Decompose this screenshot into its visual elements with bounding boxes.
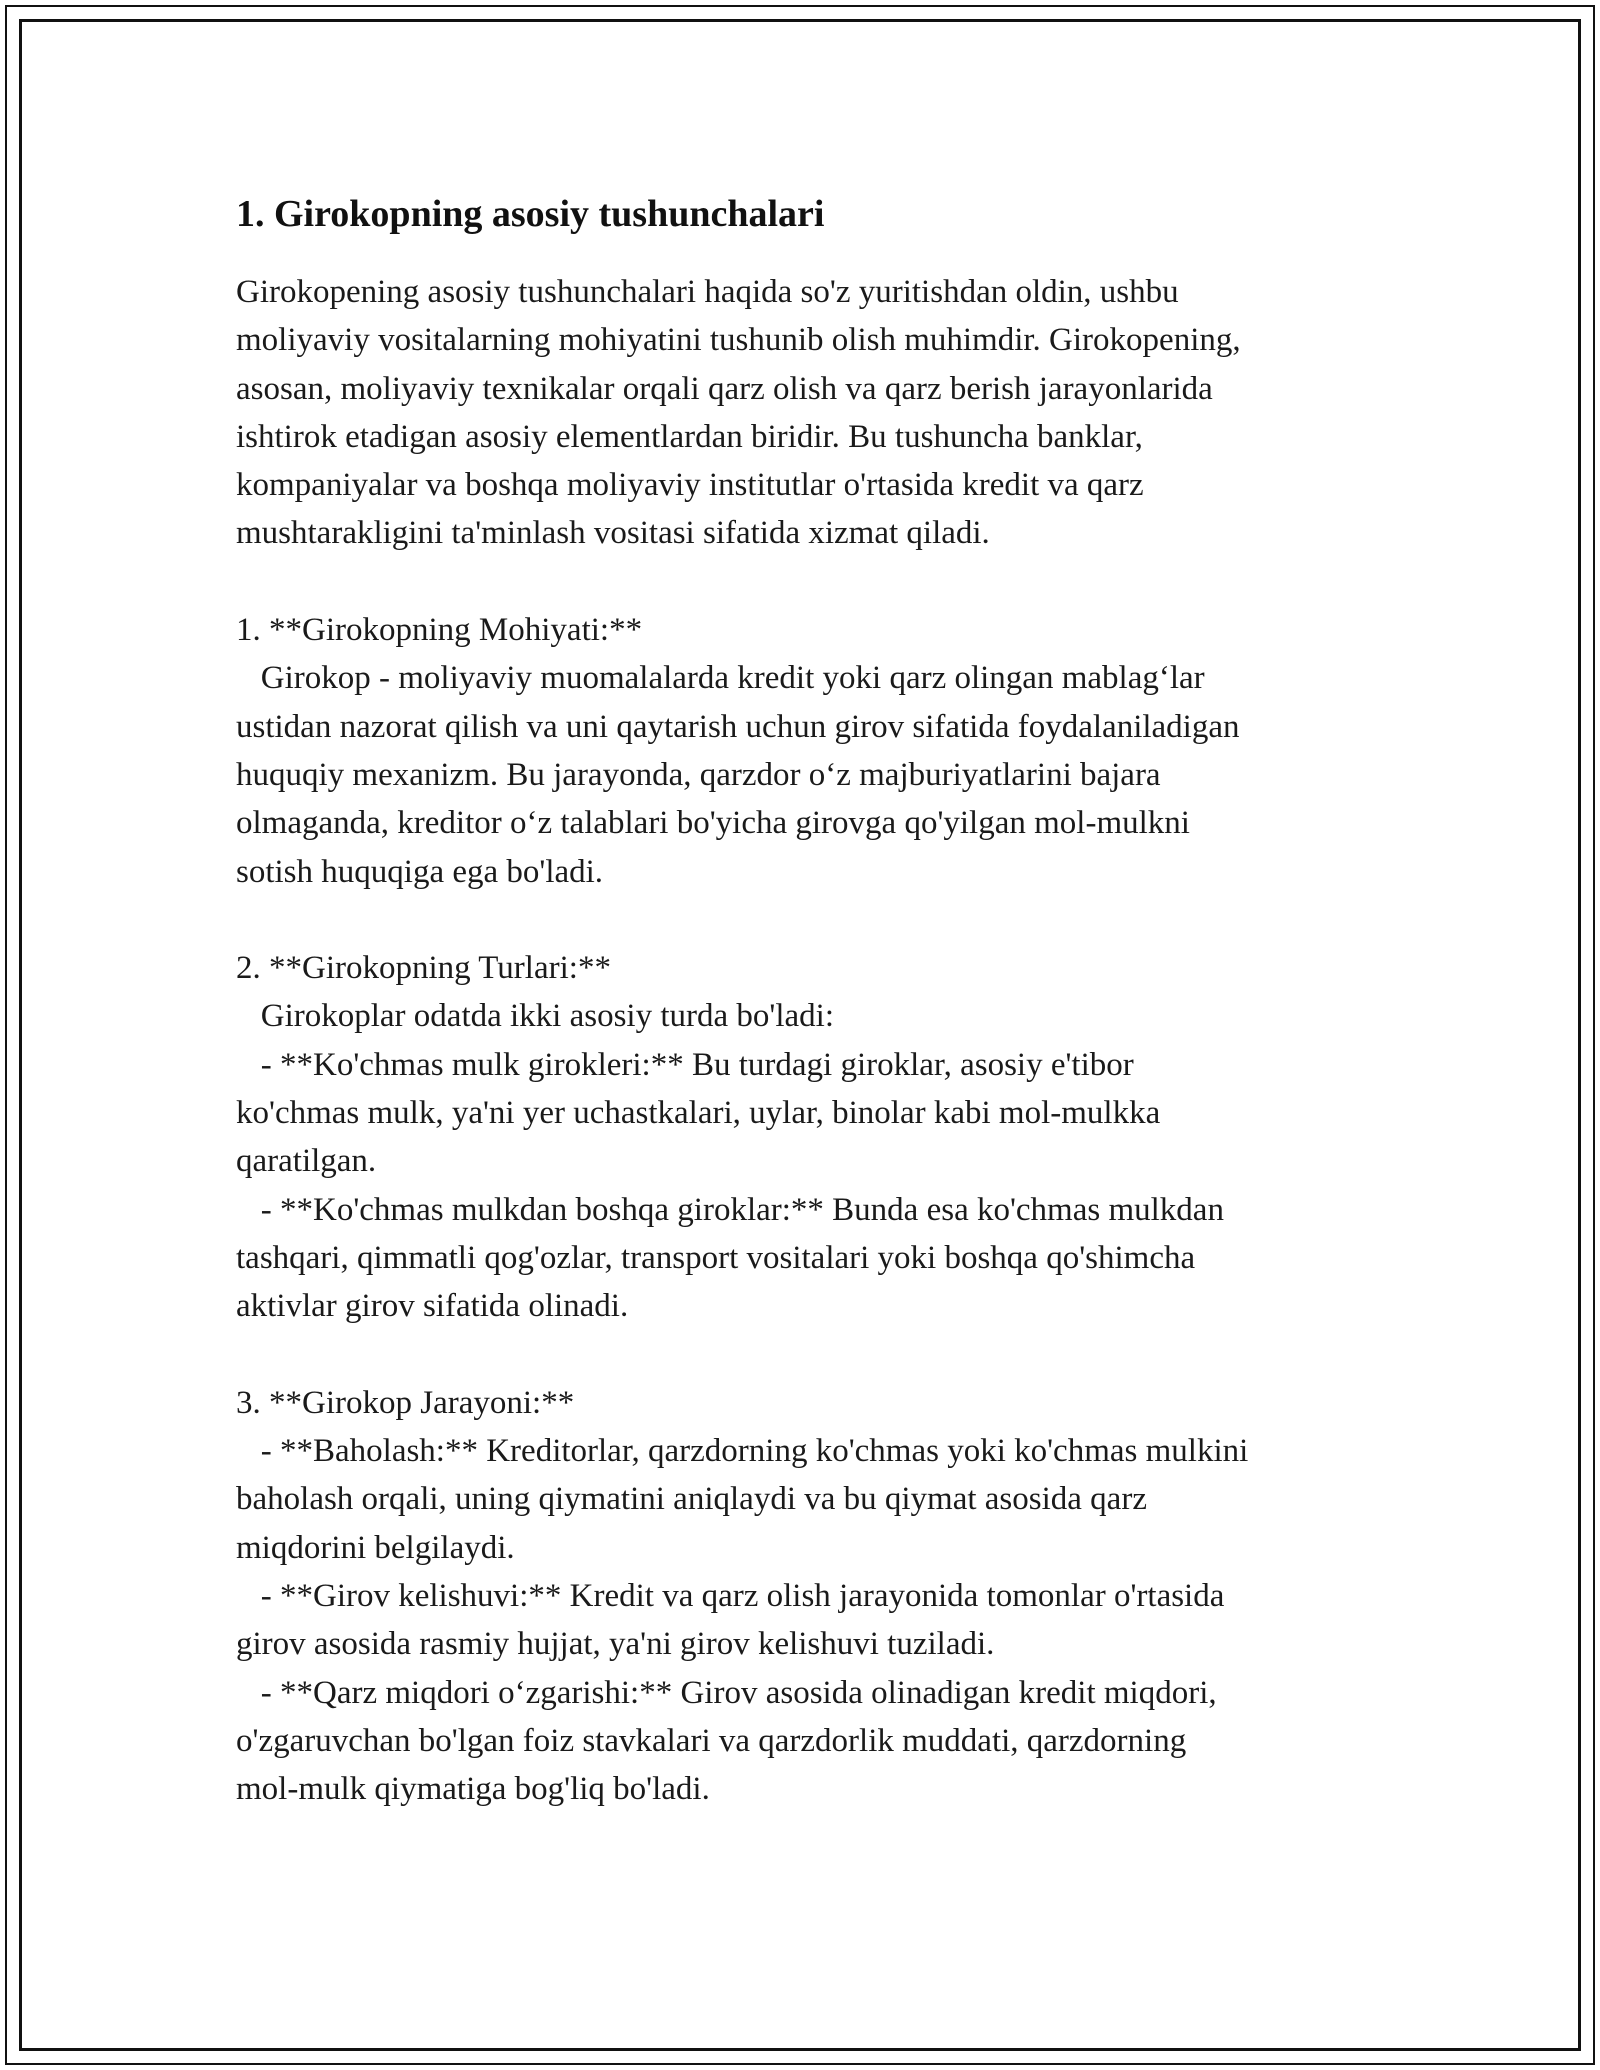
document-body-text: Girokopening asosiy tushunchalari haqida so'z yuritishdan oldin, ushbu moliyaviy vositalarning mohiyatini tushunib olish muhimdir. Girokopening, asosan, moliyaviy texnikalar orqali qarz olish va qarz berish jarayonlarida ishtirok etadigan asosiy elementlardan biridir. Bu tushuncha banklar, kompaniyalar va boshqa moliyaviy institutlar o'rtasida kredit va qarz mushtarakligini ta'minlash vositasi sifatida xizmat qiladi. 1. **Girokopning Mohiyati:** Girokop - moliyaviy muomalalarda kredit yoki qarz olingan mablag‘lar ustidan nazorat qilish va uni qaytarish uchun girov sifatida foydalaniladigan huquqiy mexanizm. Bu jarayonda, qarzdor o‘z majburiyatlarini bajara olmaganda, kreditor o‘z talablari bo'yicha girovga qo'yilgan mol-mulkni sotish huquqiga ega bo'ladi. 2. **Girokopning Turlari:** Girokoplar odatda ikki asosiy turda bo'ladi: - **Ko'chmas mulk girokleri:** Bu turdagi giroklar, asosiy e'tibor ko'chmas mulk, ya'ni yer uchastkalari, uylar, binolar kabi mol-mulkka qaratilgan. - **Ko'chmas mulkdan boshqa giroklar:** Bunda esa ko'chmas mulkdan tashqari, qimmatli qog'ozlar, transport vositalari yoki boshqa qo'shimcha aktivlar girov sifatida olinadi. 3. **Girokop Jarayoni:** - **Baholash:** Kreditorlar, qarzdorning ko'chmas yoki ko'chmas mulkini baholash orqali, uning qiymatini aniqlaydi va bu qiymat asosida qarz miqdorini belgilaydi. - **Girov kelishuvi:** Kredit va qarz olish jarayonida tomonlar o'rtasida girov asosida rasmiy hujjat, ya'ni girov kelishuvi tuziladi. - **Qarz miqdori o‘zgarishi:** Girov asosida olinadigan kredit miqdori, o'zgaruvchan bo'lgan foiz stavkalari va qarzdorlik muddati, qarzdorning mol-mulk qiymatiga bog'liq bo'ladi. <box>236 274 1249 1808</box>
document-content <box>236 186 1376 1814</box>
section-heading: 1. Girokopning asosiy tushunchalari <box>236 193 825 235</box>
